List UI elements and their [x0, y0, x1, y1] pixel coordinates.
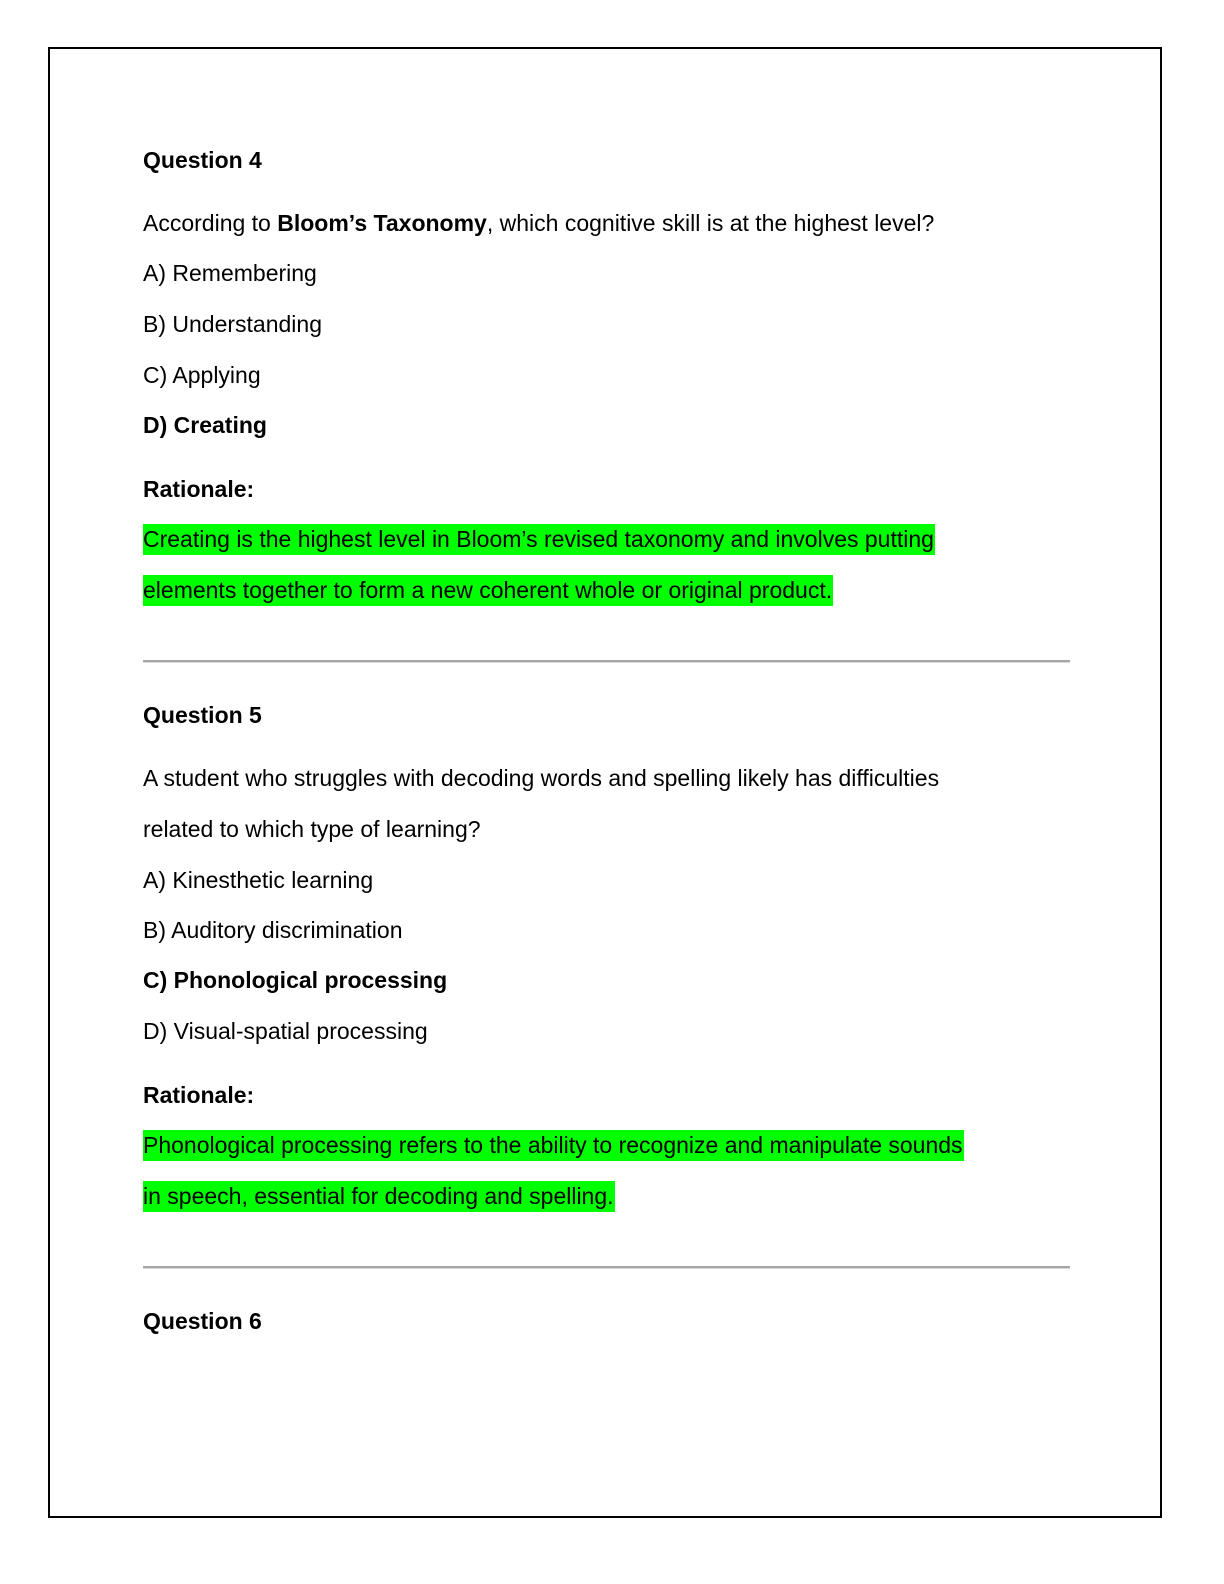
- question-4-rationale-highlight-1: Creating is the highest level in Bloom’s revised taxonomy and involves putting: [143, 524, 935, 555]
- question-5-rationale-line-2: [143, 1182, 615, 1210]
- question-5-option-d: D) Visual-spatial processing: [143, 1018, 428, 1044]
- question-4-title: Question 4: [143, 147, 262, 173]
- question-6-title: Question 6: [143, 1308, 262, 1334]
- question-4-stem-post: , which cognitive skill is at the highest level?: [486, 210, 935, 236]
- section-divider-1: [143, 660, 1070, 663]
- question-4-stem: [143, 209, 934, 237]
- question-5-title: Question 5: [143, 702, 262, 728]
- question-5-rationale-label: Rationale:: [143, 1082, 255, 1108]
- question-5-rationale-line-1: [143, 1131, 964, 1159]
- question-4-rationale-label: Rationale:: [143, 476, 255, 502]
- question-4-rationale-line-1: [143, 525, 935, 553]
- question-5-rationale-highlight-1: Phonological processing refers to the ability to recognize and manipulate sounds: [143, 1130, 964, 1161]
- question-5-stem-line-2: related to which type of learning?: [143, 816, 481, 842]
- question-5-option-c-correct: C) Phonological processing: [143, 967, 448, 993]
- question-4-rationale-highlight-2: elements together to form a new coherent whole or original product.: [143, 575, 833, 606]
- question-4-rationale-line-2: [143, 576, 833, 604]
- question-4-stem-bold: Bloom’s Taxonomy: [277, 210, 487, 236]
- question-4-option-b: B) Understanding: [143, 311, 322, 337]
- question-4-option-c: C) Applying: [143, 362, 261, 388]
- question-4-option-d-correct: D) Creating: [143, 412, 267, 438]
- question-5-option-a: A) Kinesthetic learning: [143, 867, 374, 893]
- question-4-option-a: A) Remembering: [143, 260, 317, 286]
- section-divider-2: [143, 1266, 1070, 1269]
- question-4-stem-pre: According to: [143, 210, 278, 236]
- question-5-option-b: B) Auditory discrimination: [143, 917, 403, 943]
- question-5-rationale-highlight-2: in speech, essential for decoding and spelling.: [143, 1181, 615, 1212]
- question-5-stem-line-1: A student who struggles with decoding words and spelling likely has difficulties: [143, 765, 940, 791]
